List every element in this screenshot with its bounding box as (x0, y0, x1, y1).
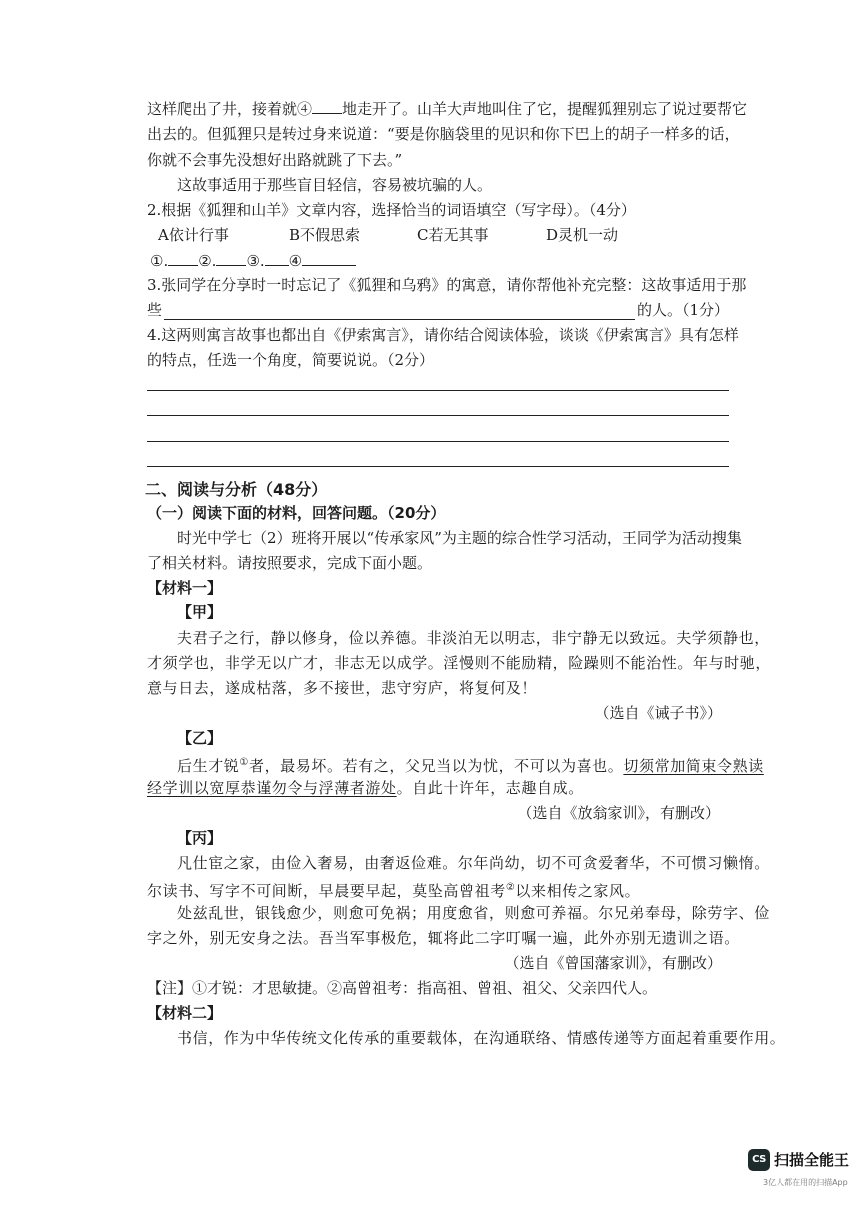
passage-bing-line-4: 字之外，别无安身之法。吾当军事极危，辄将此二字叮嘱一遍，此外亦别无遗训之语。 (147, 929, 740, 947)
story-fill-blank-4 (312, 98, 342, 114)
q2-options (147, 225, 731, 245)
q2-prompt: 2.根据《狐狸和山羊》文章内容，选择恰当的词语填空（写字母）。（4分） (147, 201, 636, 219)
passage-yi-text: 者，最易坏。若有之，父兄当以为忧，不可以为喜也。 (248, 757, 624, 775)
passage-bing-source: （选自《曾国藩家训》，有删改） (504, 954, 722, 972)
q2-blank-label-1: ①. (150, 252, 169, 270)
q3-prompt-line-1: 3.张同学在分享时一时忘记了《狐狸和乌鸦》的寓意，请你帮他补充完整：这故事适用于那 (147, 276, 747, 294)
section-2-heading: 二、阅读与分析（48分） (145, 480, 328, 499)
q2-answer-blanks (150, 250, 356, 270)
passage-bing-text: 以来相传之家风。 (515, 882, 641, 900)
underlined-sentence: 经学训以宽厚恭谨勿令与浮薄者游处 (147, 779, 397, 797)
q4-prompt-line-2: 的特点，任选一个角度，简要说说。（2分） (147, 351, 435, 369)
q2-blank-label-3: ③. (246, 252, 265, 270)
q2-blank-label-4: ④ (288, 252, 303, 270)
passage-jia-source: （选自《诫子书》） (594, 704, 722, 722)
intro-line-2: 了相关材料。请按照要求，完成下面小题。 (147, 554, 433, 572)
q2-option-a: A依计行事 (158, 226, 229, 244)
story-line-2: 出去的。但狐狸只是转过身来说道：“要是你脑袋里的见识和你下巴上的胡子一样多的话， (147, 125, 740, 143)
part-1-heading: （一）阅读下面的材料，回答问题。（20分） (147, 504, 446, 522)
camscanner-logo-icon: CS (748, 1149, 770, 1171)
q2-blank-4 (302, 250, 356, 266)
q2-blank-1 (168, 250, 198, 266)
q4-answer-line (147, 466, 729, 467)
q2-blank-2 (216, 250, 246, 266)
passage-bing-text: 尔读书、写字不可间断，早晨要早起，莫坠高曾祖考 (147, 882, 506, 900)
material-2-label: 【材料二】 (147, 1004, 223, 1022)
material-2-line-1: 书信，作为中华传统文化传承的重要载体，在沟通联络、情感传递等方面起着重要作用。 (177, 1029, 786, 1047)
footnote-marker-1: ① (239, 757, 249, 768)
passage-yi-text: 。自此十许年，志趣自成。 (396, 779, 584, 797)
camscanner-logo-name: 扫描全能王 (774, 1151, 850, 1169)
camscanner-logo-caption: 3亿人都在用的扫描App (763, 1178, 848, 1187)
passage-yi-source: （选自《放翁家训》，有删改） (517, 804, 720, 822)
intro-line-1: 时光中学七（2）班将开展以“传承家风”为主题的综合性学习活动，王同学为活动搜集 (177, 529, 742, 547)
q2-blank-3 (265, 250, 289, 266)
q2-option-b: B不假思索 (289, 226, 361, 244)
passage-jia-line-2: 才须学也，非学无以广才，非志无以成学。淫慢则不能励精，险躁则不能治性。年与时驰， (147, 654, 772, 672)
passage-yi-text: 后生才锐 (177, 757, 240, 775)
passage-jia-line-1: 夫君子之行，静以修身，俭以养德。非淡泊无以明志，非宁静无以致远。夫学须静也， (177, 629, 770, 647)
q4-prompt-line-1: 4.这两则寓言故事也都出自《伊索寓言》，请你结合阅读体验，谈谈《伊索寓言》具有怎样 (147, 326, 739, 344)
q3-line-2-after: 的人。（1分） (636, 301, 729, 319)
passage-bing-line-2 (147, 878, 640, 898)
passage-yi-label: 【乙】 (177, 729, 223, 747)
passage-jia-line-3: 意与日去，遂成枯落，多不接世，悲守穷庐，将复何及！ (147, 679, 538, 697)
q2-option-c: C若无其事 (417, 226, 489, 244)
story-line-1-before: 这样爬出了井，接着就④ (147, 100, 313, 118)
q2-blank-label-2: ②. (198, 252, 217, 270)
q3-answer-blank (164, 304, 635, 320)
passage-jia-label: 【甲】 (177, 603, 223, 621)
q4-answer-line (147, 441, 729, 442)
passage-bing-label: 【丙】 (177, 829, 223, 847)
q2-option-d: D灵机一动 (546, 226, 619, 244)
story-line-1 (147, 98, 748, 118)
story-line-1-after: 地走开了。山羊大声地叫住了它，提醒狐狸别忘了说过要帮它 (342, 100, 748, 118)
footnote-marker-2: ② (505, 882, 516, 893)
underlined-sentence: 切须常加简束令熟读 (623, 757, 764, 775)
story-moral: 这故事适用于那些盲目轻信，容易被坑骗的人。 (177, 176, 493, 194)
passage-yi-line-1 (177, 753, 764, 775)
q4-answer-line (147, 415, 729, 416)
q3-line-2-before: 些 (147, 301, 163, 319)
story-line-3: 你就不会事先没想好出路就跳了下去。” (147, 151, 403, 169)
footnote: 【注】①才锐：才思敏捷。②高曾祖考：指高祖、曾祖、祖父、父亲四代人。 (147, 979, 658, 997)
passage-bing-line-1: 凡仕宦之家，由俭入奢易，由奢返俭难。尔年尚幼，切不可贪爱奢华，不可惯习懒惰。 (177, 854, 770, 872)
material-1-label: 【材料一】 (147, 579, 223, 597)
passage-yi-line-2 (147, 778, 584, 798)
q3-prompt-line-2 (147, 300, 729, 320)
q4-answer-line (147, 390, 729, 391)
passage-bing-line-3: 处兹乱世，银钱愈少，则愈可免祸；用度愈省，则愈可养福。尔兄弟奉母，除劳字、俭 (177, 904, 770, 922)
